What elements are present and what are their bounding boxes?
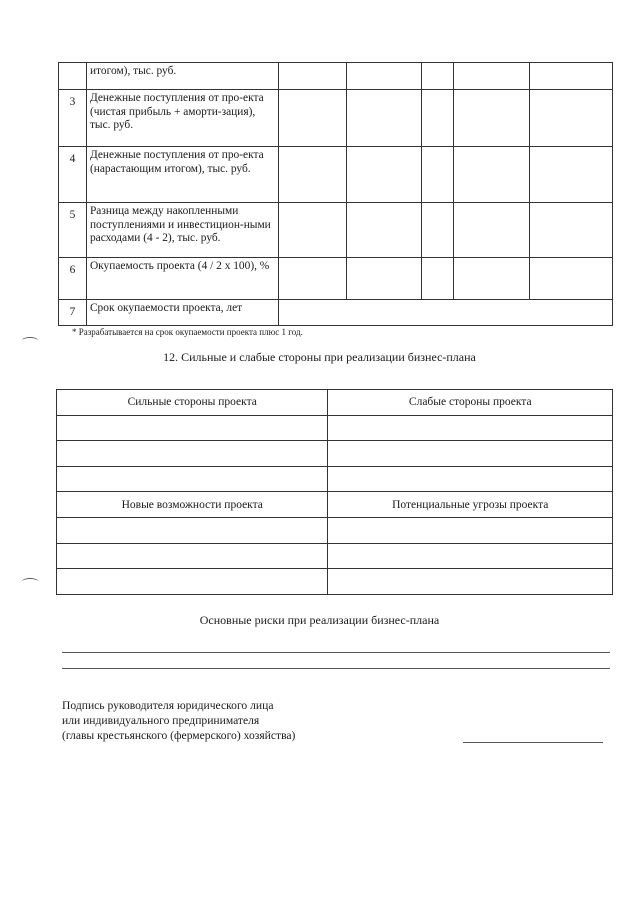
threats-cell	[328, 569, 613, 595]
row-number: 6	[59, 258, 87, 300]
weaknesses-cell	[328, 466, 613, 492]
opportunities-cell	[57, 517, 328, 543]
weaknesses-header: Слабые стороны проекта	[328, 390, 613, 416]
row-number: 7	[59, 300, 87, 326]
row-label: Срок окупаемости проекта, лет	[86, 300, 278, 326]
row-label: Окупаемость проекта (4 / 2 х 100), %	[86, 258, 278, 300]
payback-table	[58, 62, 613, 326]
threats-cell	[328, 517, 613, 543]
row-label: Разница между накопленными поступлениями и инвестицион-ными расходами (4 - 2), тыс. руб.	[86, 203, 278, 258]
risks-title: Основные риски при реализации бизнес-плана	[199, 613, 440, 627]
signature-block	[62, 698, 295, 743]
row-number: 3	[59, 90, 87, 147]
risks-line	[62, 668, 610, 669]
row-label: Денежные поступления от про-екта (нарастающим итогом), тыс. руб.	[86, 147, 278, 203]
signature-blank	[463, 742, 603, 743]
swot-table	[56, 389, 613, 595]
threats-header: Потенциальные угрозы проекта	[328, 492, 613, 518]
table-row	[59, 203, 613, 258]
row-number	[59, 63, 87, 90]
table-row	[59, 300, 613, 326]
table-row	[59, 90, 613, 147]
row-number: 5	[59, 203, 87, 258]
row-label: Денежные поступления от про-екта (чистая прибыль + аморти-зация), тыс. руб.	[86, 90, 278, 147]
signature-line3: (главы крестьянского (фермерского) хозяйства)	[62, 729, 296, 742]
margin-mark-top	[22, 337, 38, 344]
threats-cell	[328, 543, 613, 569]
weaknesses-cell	[328, 415, 613, 441]
opportunities-cell	[57, 569, 328, 595]
strengths-cell	[57, 415, 328, 441]
margin-mark-bottom	[22, 578, 38, 585]
signature-line2: или индивидуального предпринимателя	[62, 714, 260, 727]
signature-line1: Подпись руководителя юридического лица	[62, 699, 274, 712]
weaknesses-cell	[328, 441, 613, 467]
opportunities-header: Новые возможности проекта	[57, 492, 328, 518]
strengths-cell	[57, 466, 328, 492]
footnote: * Разрабатывается на срок окупаемости проекта плюс 1 год.	[72, 327, 303, 337]
strengths-header: Сильные стороны проекта	[57, 390, 328, 416]
row-number: 4	[59, 147, 87, 203]
table-row	[59, 147, 613, 203]
table-row	[59, 63, 613, 90]
section-title: 12. Сильные и слабые стороны при реализации бизнес-плана	[163, 350, 476, 364]
row-label: итогом), тыс. руб.	[86, 63, 278, 90]
risks-line	[62, 652, 610, 653]
strengths-cell	[57, 441, 328, 467]
table-row	[59, 258, 613, 300]
opportunities-cell	[57, 543, 328, 569]
